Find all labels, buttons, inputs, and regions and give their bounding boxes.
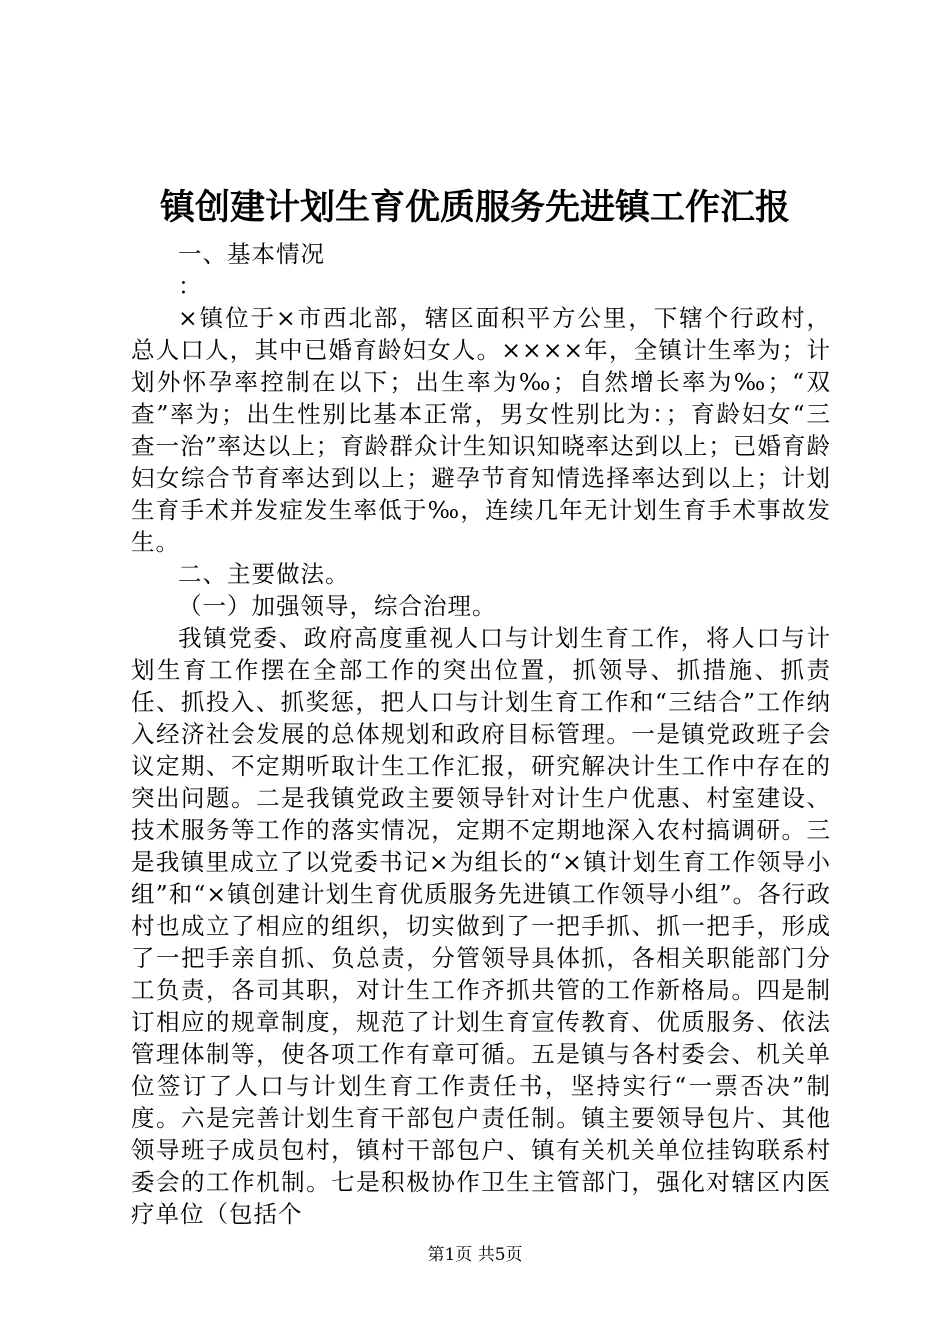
section-heading-main-methods: 二、主要做法。: [178, 560, 350, 588]
document-body: [131, 238, 831, 1230]
document-title: 镇创建计划生育优质服务先进镇工作汇报: [159, 187, 790, 228]
colon-line: ：: [178, 272, 203, 300]
paragraph-leadership: 我镇党委、政府高度重视人口与计划生育工作，将人口与计划生育工作摆在全部工作的突出位置，抓领导、抓措施、抓责任、抓投入、抓奖惩，把人口与计划生育工作和“三结合”工作纳入经济社会发展的总体规划和政府目标管理。一是镇党政班子会议定期、不定期听取计生工作汇报，研究解决计生工作中存在的突出问题。二是我镇党政主要领导针对计生户优惠、村室建设、技术服务等工作的落实情况，定期不定期地深入农村搞调研。三是我镇里成立了以党委书记×为组长的“×镇计划生育工作领导小组”和“×镇创建计划生育优质服务先进镇工作领导小组”。各行政村也成立了相应的组织，切实做到了一把手抓、抓一把手，形成了一把手亲自抓、负总责，分管领导具体抓，各相关职能部门分工负责，各司其职，对计生工作齐抓共管的工作新格局。四是制订相应的规章制度，规范了计划生育宣传教育、优质服务、依法管理体制等，使各项工作有章可循。五是镇与各村委会、机关单位签订了人口与计划生育工作责任书，坚持实行“一票否决”制度。六是完善计划生育干部包户责任制。镇主要领导包片、其他领导班子成员包村，镇村干部包户、镇有关机关单位挂钩联系村委会的工作机制。七是积极协作卫生主管部门，强化对辖区内医疗单位（包括个: [131, 624, 831, 1228]
subsection-heading-leadership: （一）加强领导，综合治理。: [178, 592, 497, 620]
page-number-footer: 第1页 共5页: [427, 1245, 523, 1265]
paragraph-basic-situation: ×镇位于×市西北部，辖区面积平方公里，下辖个行政村，总人口人，其中已婚育龄妇女人。××××年，全镇计生率为；计划外怀孕率控制在以下；出生率为‰；自然增长率为‰；“双查”率为；出生性别比基本正常，男女性别比为：；育龄妇女“三查一治”率达以上；育龄群众计生知识知晓率达到以上；已婚育龄妇女综合节育率达到以上；避孕节育知情选择率达到以上；计划生育手术并发症发生率低于‰，连续几年无计划生育手术事故发生。: [131, 304, 831, 556]
section-heading-basic: 一、基本情况: [178, 240, 325, 268]
